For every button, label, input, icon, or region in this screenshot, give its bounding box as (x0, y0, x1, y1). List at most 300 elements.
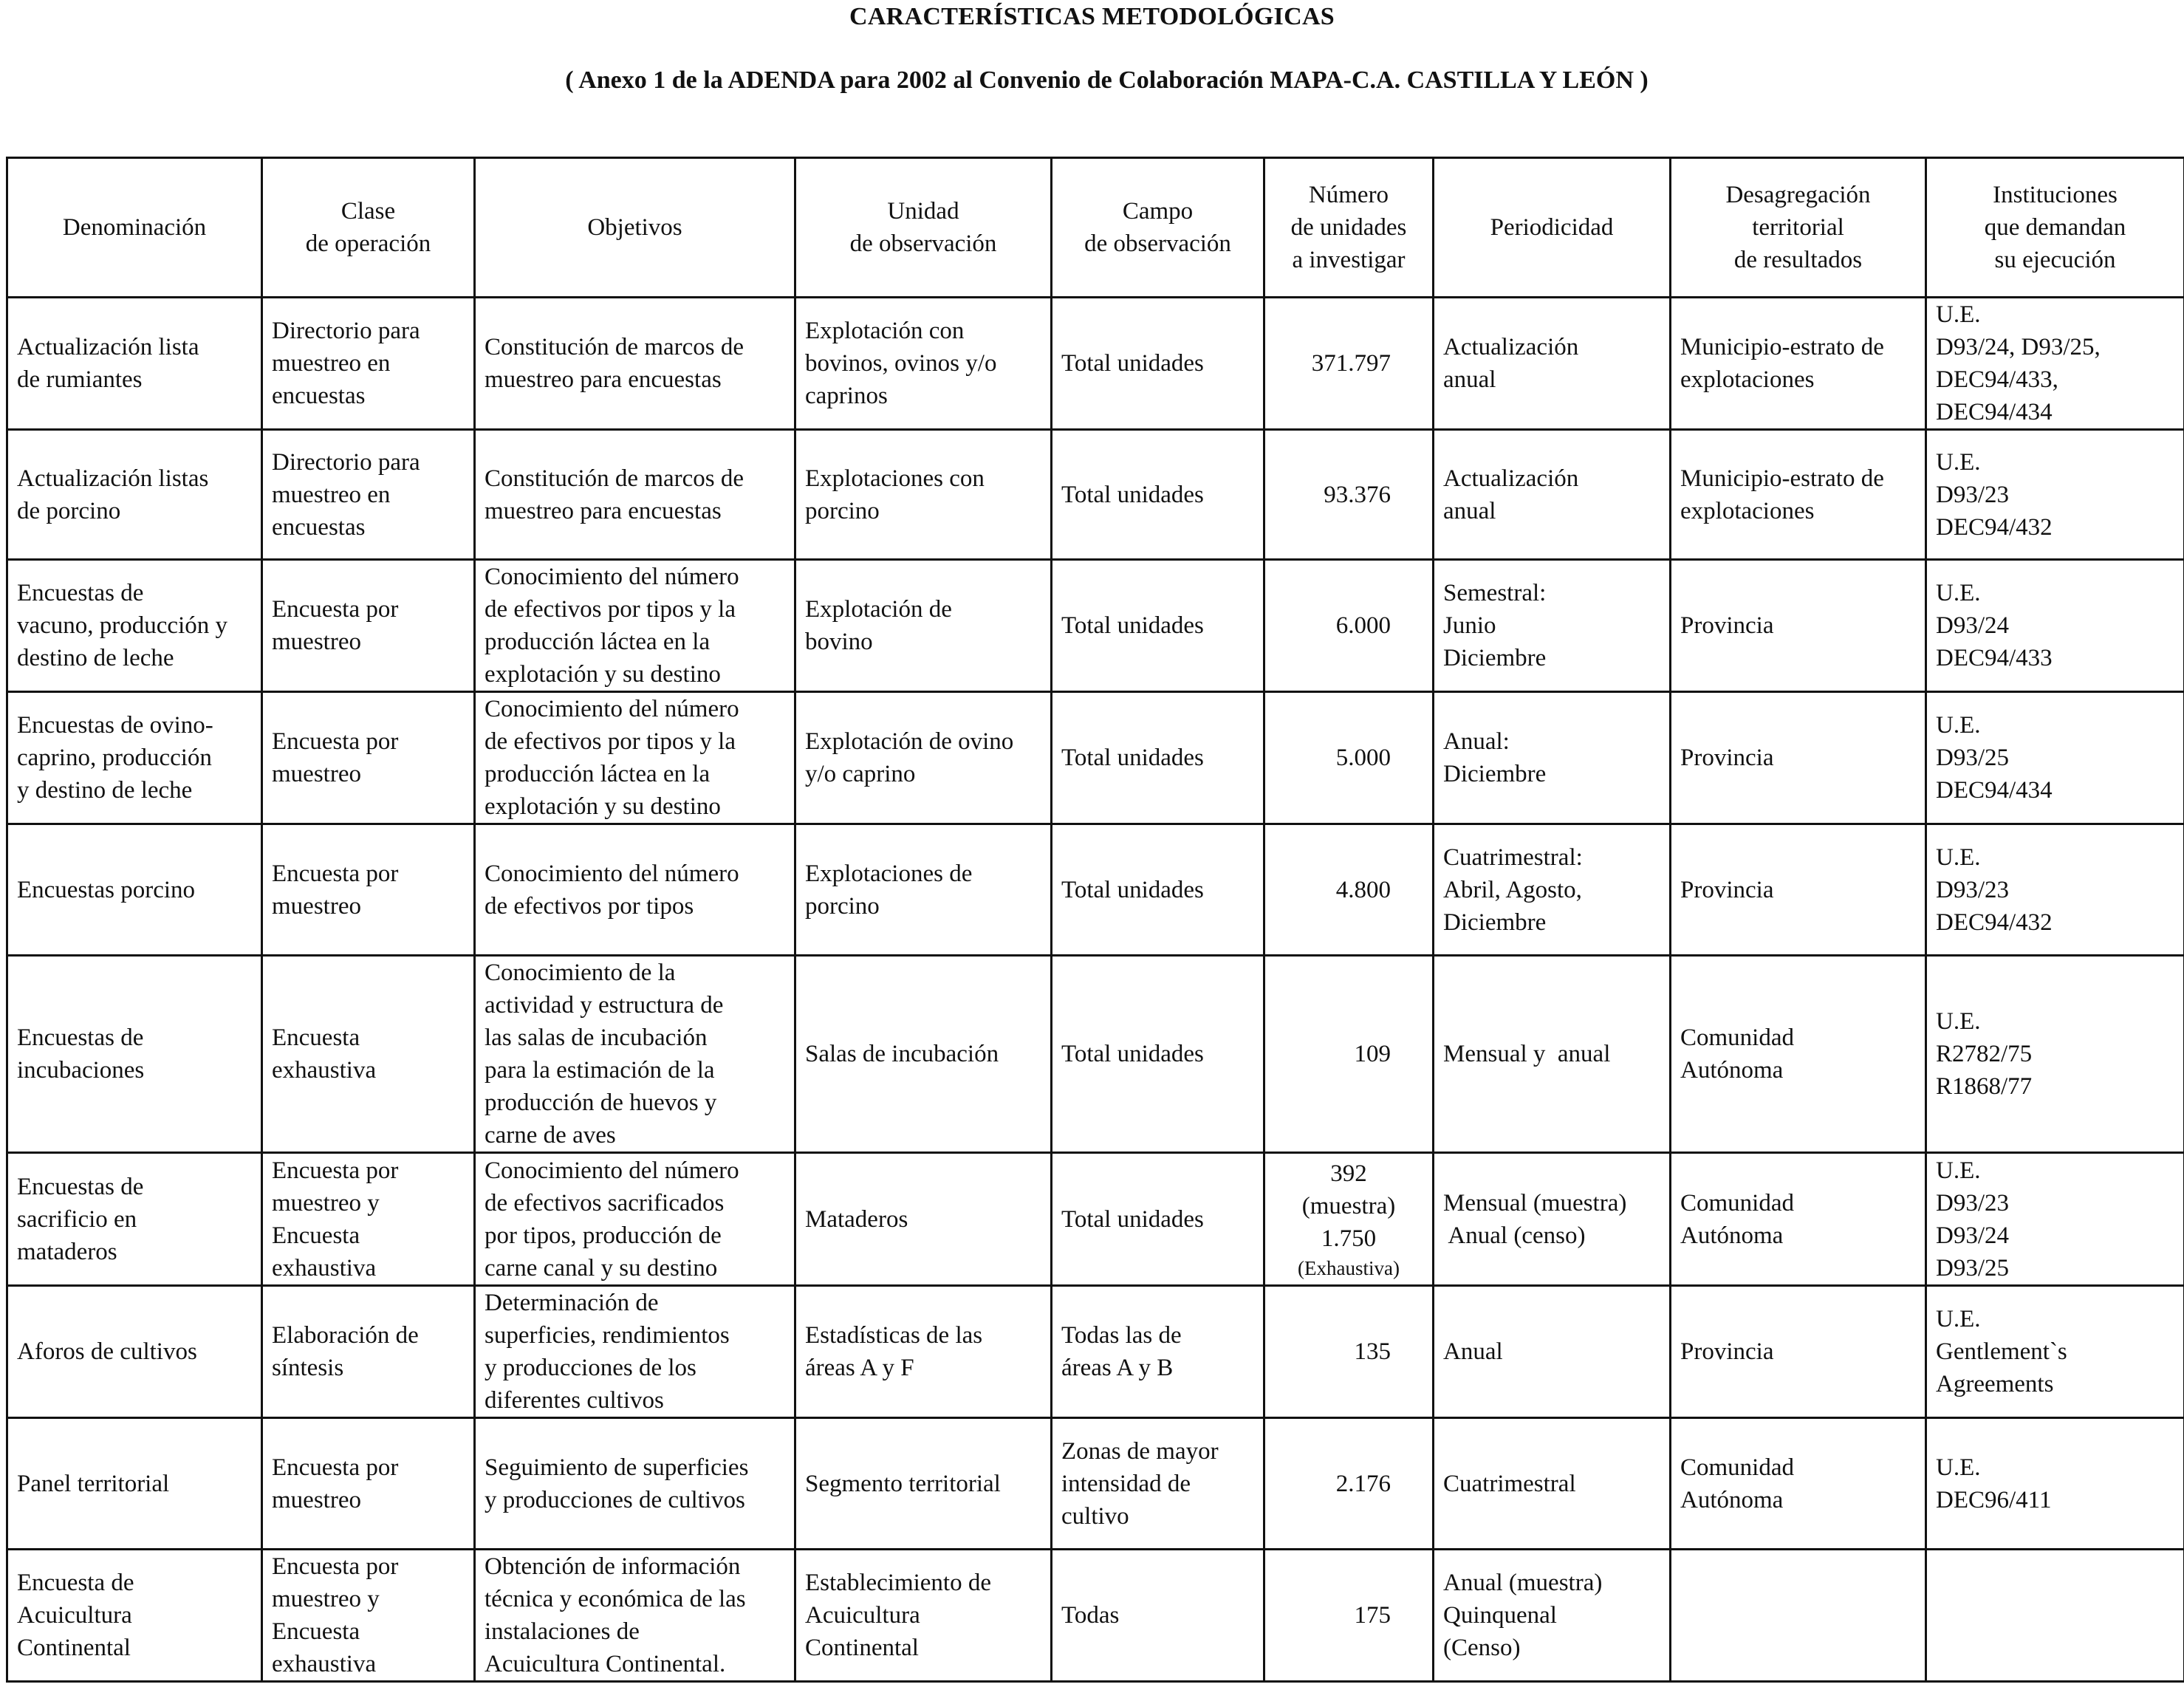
cell-line: Determinación de (485, 1290, 659, 1316)
cell-line: Conocimiento de la (485, 959, 676, 986)
cell-line: Establecimiento de (805, 1570, 991, 1596)
cell-line: Total unidades (1061, 350, 1204, 377)
cell-unidad (795, 1550, 1052, 1682)
header-line: de unidades (1290, 214, 1407, 241)
cell-line: muestreo (272, 892, 361, 920)
cell-clase (262, 560, 475, 692)
header-line: Denominación (62, 214, 207, 241)
cell-desagregacion (1671, 956, 1926, 1153)
cell-numero (1264, 298, 1434, 430)
cell-line: muestreo y (272, 1189, 380, 1217)
cell-line: Quinquenal (1443, 1602, 1557, 1629)
cell-line: para la estimación de la (485, 1057, 715, 1084)
cell-line: Explotaciones de (805, 860, 973, 887)
cell-campo (1052, 692, 1264, 824)
cell-line: las salas de incubación (485, 1024, 708, 1051)
cell-line: Anual (1443, 1338, 1503, 1365)
cell-line: Encuestas de (17, 1173, 144, 1200)
cell-line: actividad y estructura de (485, 992, 724, 1019)
cell-line: Semestral: (1443, 580, 1547, 606)
cell-line: intensidad de (1061, 1470, 1191, 1497)
cell-line: D93/24 (1936, 1222, 2009, 1249)
cell-line: (muestra) (1301, 1192, 1396, 1219)
cell-line: Explotación con (805, 318, 965, 344)
table-row (7, 1153, 2184, 1286)
cell-line: Junio (1443, 612, 1496, 639)
header-numero (1264, 158, 1434, 298)
cell-line: Acuicultura (805, 1602, 920, 1629)
cell-line: DEC94/433, (1936, 366, 2058, 393)
cell-line: Aforos de cultivos (17, 1338, 197, 1365)
cell-line: Encuestas de (17, 580, 144, 606)
cell-line: Anual (censo) (1443, 1222, 1586, 1249)
cell-denominacion (7, 1286, 262, 1418)
cell-line: Continental (17, 1635, 131, 1661)
cell-line: producción láctea en la (485, 629, 711, 655)
cell-line: Explotaciones con (805, 465, 985, 492)
cell-line: Directorio para (272, 318, 420, 344)
cell-line: Total unidades (1061, 1041, 1204, 1067)
cell-line: de efectivos por tipos (485, 892, 694, 920)
table-row (7, 824, 2184, 956)
cell-line: Todas las de (1061, 1322, 1182, 1349)
cell-line: muestreo y (272, 1586, 380, 1612)
cell-line: Mensual (muestra) (1443, 1189, 1627, 1217)
cell-line: Cuatrimestral (1443, 1470, 1576, 1497)
table-body (7, 298, 2184, 1682)
cell-line: (Censo) (1443, 1635, 1521, 1661)
cell-line: Autónoma (1680, 1057, 1784, 1084)
cell-numero (1264, 1153, 1434, 1286)
header-line: Campo (1122, 198, 1194, 225)
cell-denominacion (7, 692, 262, 824)
cell-periodicidad (1434, 956, 1671, 1153)
cell-objetivos (475, 824, 795, 956)
cell-line: Provincia (1680, 612, 1774, 639)
cell-line: muestreo en (272, 481, 391, 508)
cell-line: Abril, Agosto, (1443, 876, 1582, 903)
cell-line: Actualización (1443, 334, 1579, 360)
cell-instituciones (1926, 692, 2184, 824)
cell-unidad (795, 824, 1052, 956)
cell-desagregacion (1671, 298, 1926, 430)
cell-line: D93/25 (1936, 1254, 2009, 1281)
cell-line: encuestas (272, 513, 366, 541)
cell-line: exhaustiva (272, 1651, 377, 1677)
cell-objetivos (475, 298, 795, 430)
cell-numero (1264, 560, 1434, 692)
cell-line: exhaustiva (272, 1057, 377, 1084)
cell-desagregacion (1671, 430, 1926, 560)
cell-unidad (795, 298, 1052, 430)
header-line: de observación (1084, 230, 1231, 257)
cell-line: Cuatrimestral: (1443, 844, 1583, 871)
cell-objetivos (475, 1153, 795, 1286)
cell-line: muestreo (272, 761, 361, 787)
cell-campo (1052, 298, 1264, 430)
cell-denominacion (7, 298, 262, 430)
cell-line: DEC94/432 (1936, 513, 2053, 541)
cell-line: de porcino (17, 497, 121, 524)
cell-line: por tipos, producción de (485, 1222, 722, 1249)
cell-line: Conocimiento del número (485, 564, 739, 590)
cell-line: destino de leche (17, 645, 174, 671)
cell-denominacion (7, 560, 262, 692)
cell-line: D93/23 (1936, 876, 2009, 903)
cell-line: bovino (805, 629, 873, 655)
cell-line: Encuesta de (17, 1570, 134, 1596)
table-row (7, 692, 2184, 824)
cell-periodicidad (1434, 1286, 1671, 1418)
cell-line: Encuesta (272, 1618, 360, 1645)
cell-line: Encuestas de (17, 1024, 144, 1051)
cell-line: instalaciones de (485, 1618, 640, 1645)
cell-denominacion (7, 956, 262, 1153)
cell-line: y producciones de cultivos (485, 1486, 745, 1513)
cell-objetivos (475, 1418, 795, 1550)
header-line: Clase (340, 198, 396, 225)
cell-line: DEC94/432 (1936, 908, 2053, 936)
cell-line: anual (1443, 366, 1496, 393)
cell-line: 175 (1354, 1602, 1391, 1629)
cell-campo (1052, 1286, 1264, 1418)
cell-unidad (795, 692, 1052, 824)
cell-objetivos (475, 1286, 795, 1418)
cell-line: D93/24 (1936, 612, 2009, 639)
header-line: Unidad (887, 198, 959, 225)
cell-line: Zonas de mayor (1061, 1437, 1219, 1465)
cell-line: Directorio para (272, 448, 420, 476)
header-line: Desagregación (1725, 182, 1871, 208)
cell-line: de efectivos por tipos y la (485, 728, 736, 755)
cell-line: U.E. (1936, 301, 1981, 328)
cell-line: y/o caprino (805, 761, 916, 787)
cell-line: Diciembre (1443, 645, 1547, 671)
cell-instituciones (1926, 1550, 2184, 1682)
cell-numero (1264, 430, 1434, 560)
cell-denominacion (7, 430, 262, 560)
cell-line: caprino, producción (17, 745, 212, 771)
cell-line: Gentlement`s (1936, 1338, 2067, 1365)
cell-denominacion (7, 1153, 262, 1286)
cell-line: Encuesta por (272, 1553, 399, 1580)
cell-instituciones (1926, 1286, 2184, 1418)
cell-line: bovinos, ovinos y/o (805, 350, 997, 377)
cell-denominacion (7, 1550, 262, 1682)
cell-unidad (795, 430, 1052, 560)
cell-line: explotación y su destino (485, 793, 721, 820)
cell-line: cultivo (1061, 1502, 1129, 1530)
header-line: Objetivos (587, 214, 682, 241)
cell-line: D93/25 (1936, 745, 2009, 771)
cell-line: Acuicultura Continental. (485, 1651, 726, 1677)
cell-line: incubaciones (17, 1057, 145, 1084)
cell-line: Todas (1061, 1602, 1120, 1629)
cell-line: y producciones de los (485, 1355, 696, 1381)
cell-instituciones (1926, 1418, 2184, 1550)
cell-objetivos (475, 956, 795, 1153)
cell-line: Mensual y anual (1443, 1041, 1611, 1067)
cell-line: Total unidades (1061, 745, 1204, 771)
cell-line: Constitución de marcos de (485, 465, 744, 492)
cell-periodicidad (1434, 1550, 1671, 1682)
cell-clase (262, 1418, 475, 1550)
cell-line: carne de aves (485, 1122, 616, 1149)
cell-line: 1.750 (1321, 1225, 1377, 1252)
cell-line: áreas A y F (805, 1355, 914, 1381)
cell-line: Segmento territorial (805, 1470, 1001, 1497)
cell-line: Provincia (1680, 876, 1774, 903)
cell-line: Autónoma (1680, 1486, 1784, 1513)
cell-line: Encuesta por (272, 1454, 399, 1481)
cell-instituciones (1926, 824, 2184, 956)
header-line: de resultados (1733, 247, 1863, 273)
cell-line: Conocimiento del número (485, 860, 739, 887)
table-row (7, 298, 2184, 430)
cell-denominacion (7, 824, 262, 956)
cell-line: Continental (805, 1635, 919, 1661)
cell-line: Conocimiento del número (485, 696, 739, 722)
header-line: a investigar (1292, 247, 1406, 273)
cell-line: U.E. (1936, 1454, 1981, 1481)
header-line: de operación (305, 230, 431, 257)
cell-line: 4.800 (1335, 876, 1391, 903)
cell-line: Elaboración de (272, 1322, 419, 1349)
cell-line: áreas A y B (1061, 1355, 1174, 1381)
header-line: su ejecución (1994, 247, 2116, 273)
cell-clase (262, 824, 475, 956)
cell-line: 6.000 (1335, 612, 1391, 639)
cell-line: 93.376 (1324, 481, 1391, 508)
cell-line: Anual: (1443, 728, 1510, 755)
cell-line: Obtención de información (485, 1553, 741, 1580)
cell-line: explotaciones (1680, 497, 1815, 524)
header-campo (1052, 158, 1264, 298)
cell-line: Mataderos (805, 1205, 908, 1233)
cell-line: Autónoma (1680, 1222, 1784, 1249)
cell-line: Encuestas porcino (17, 876, 196, 903)
header-line: Instituciones (1993, 182, 2118, 208)
cell-line: muestreo (272, 629, 361, 655)
cell-line: diferentes cultivos (485, 1387, 664, 1414)
cell-unidad (795, 1418, 1052, 1550)
header-unidad (795, 158, 1052, 298)
cell-line: Conocimiento del número (485, 1157, 739, 1184)
cell-line: Municipio-estrato de (1680, 334, 1884, 360)
cell-line: porcino (805, 892, 880, 920)
cell-line: mataderos (17, 1238, 117, 1265)
table-row (7, 560, 2184, 692)
cell-clase (262, 692, 475, 824)
cell-line: porcino (805, 497, 880, 524)
header-objetivos (475, 158, 795, 298)
cell-line: Municipio-estrato de (1680, 465, 1884, 492)
cell-line: U.E. (1936, 1157, 1981, 1184)
cell-line: Total unidades (1061, 481, 1204, 508)
header-line: Número (1308, 182, 1389, 208)
cell-line: Actualización (1443, 465, 1579, 492)
cell-line: anual (1443, 497, 1496, 524)
cell-line: Seguimiento de superficies (485, 1454, 749, 1481)
cell-campo (1052, 1418, 1264, 1550)
cell-numero (1264, 1550, 1434, 1682)
cell-line: U.E. (1936, 448, 1981, 476)
cell-line: Provincia (1680, 1338, 1774, 1365)
cell-numero (1264, 956, 1434, 1153)
cell-instituciones (1926, 298, 2184, 430)
cell-line: Comunidad (1680, 1189, 1794, 1217)
cell-line: caprinos (805, 383, 888, 409)
cell-line: explotaciones (1680, 366, 1815, 393)
cell-line: Encuesta (272, 1024, 360, 1051)
cell-line: D93/24, D93/25, (1936, 334, 2101, 360)
cell-numero (1264, 1286, 1434, 1418)
cell-desagregacion (1671, 1153, 1926, 1286)
cell-line: de efectivos sacrificados (485, 1189, 725, 1217)
cell-campo (1052, 1550, 1264, 1682)
cell-instituciones (1926, 430, 2184, 560)
header-line: Periodicidad (1490, 214, 1614, 241)
cell-line: de efectivos por tipos y la (485, 596, 736, 623)
cell-line: DEC94/434 (1936, 777, 2053, 804)
cell-line: vacuno, producción y (17, 612, 227, 639)
cell-line: técnica y económica de las (485, 1586, 746, 1612)
cell-line: Actualización lista (17, 334, 199, 360)
table-row (7, 1550, 2184, 1682)
cell-line: Comunidad (1680, 1024, 1794, 1051)
cell-campo (1052, 430, 1264, 560)
cell-periodicidad (1434, 560, 1671, 692)
cell-line: Anual (muestra) (1443, 1570, 1603, 1596)
cell-line: Salas de incubación (805, 1041, 999, 1067)
cell-instituciones (1926, 560, 2184, 692)
cell-campo (1052, 560, 1264, 692)
cell-periodicidad (1434, 430, 1671, 560)
cell-periodicidad (1434, 692, 1671, 824)
cell-line: muestreo para encuestas (485, 366, 722, 393)
cell-line: 2.176 (1335, 1470, 1391, 1497)
cell-line: U.E. (1936, 1306, 1981, 1332)
cell-line: carne canal y su destino (485, 1254, 718, 1281)
cell-line: Total unidades (1061, 612, 1204, 639)
cell-line: Estadísticas de las (805, 1322, 983, 1349)
cell-line: Diciembre (1443, 908, 1547, 936)
cell-desagregacion (1671, 560, 1926, 692)
cell-instituciones (1926, 956, 2184, 1153)
cell-line: Encuesta por (272, 596, 399, 623)
cell-line: de rumiantes (17, 366, 143, 393)
page-title: CARACTERÍSTICAS METODOLÓGICAS (849, 3, 1335, 30)
cell-line: muestreo para encuestas (485, 497, 722, 524)
cell-line: 5.000 (1335, 745, 1391, 771)
cell-line: R1868/77 (1936, 1073, 2033, 1100)
cell-line: Panel territorial (17, 1470, 170, 1497)
cell-unidad (795, 956, 1052, 1153)
header-line: de observación (849, 230, 997, 257)
cell-line: Explotación de ovino (805, 728, 1014, 755)
cell-line: 135 (1354, 1338, 1391, 1365)
header-line: territorial (1752, 214, 1844, 241)
cell-line: Diciembre (1443, 761, 1547, 787)
cell-unidad (795, 1153, 1052, 1286)
cell-periodicidad (1434, 1418, 1671, 1550)
table-row (7, 1418, 2184, 1550)
cell-line: superficies, rendimientos (485, 1322, 730, 1349)
cell-line: muestreo en (272, 350, 391, 377)
cell-line: Acuicultura (17, 1602, 132, 1629)
cell-line: Agreements (1936, 1371, 2054, 1397)
cell-line: Total unidades (1061, 876, 1204, 903)
cell-clase (262, 430, 475, 560)
methodology-table (6, 157, 2184, 1683)
cell-numero (1264, 1418, 1434, 1550)
cell-desagregacion (1671, 1286, 1926, 1418)
cell-line: Encuesta (272, 1222, 360, 1249)
cell-line: 392 (1330, 1160, 1367, 1187)
cell-line: síntesis (272, 1355, 344, 1381)
cell-line: U.E. (1936, 844, 1981, 871)
table-row (7, 956, 2184, 1153)
cell-line: DEC94/434 (1936, 399, 2053, 425)
cell-desagregacion (1671, 1418, 1926, 1550)
cell-objetivos (475, 430, 795, 560)
cell-line: U.E. (1936, 712, 1981, 739)
cell-instituciones (1926, 1153, 2184, 1286)
cell-line: D93/23 (1936, 481, 2009, 508)
cell-line: sacrificio en (17, 1205, 137, 1233)
cell-line: D93/23 (1936, 1189, 2009, 1217)
cell-line: R2782/75 (1936, 1041, 2033, 1067)
cell-line: DEC96/411 (1936, 1486, 2052, 1513)
header-clase (262, 158, 475, 298)
cell-desagregacion (1671, 824, 1926, 956)
cell-line: U.E. (1936, 1008, 1981, 1035)
cell-line: Total unidades (1061, 1205, 1204, 1233)
cell-line: Explotación de (805, 596, 952, 623)
cell-line: Encuestas de ovino- (17, 712, 213, 739)
cell-campo (1052, 824, 1264, 956)
cell-line: Actualización listas (17, 465, 209, 492)
cell-clase (262, 1153, 475, 1286)
cell-campo (1052, 1153, 1264, 1286)
header-instituciones (1926, 158, 2184, 298)
cell-clase (262, 298, 475, 430)
cell-campo (1052, 956, 1264, 1153)
cell-line: producción de huevos y (485, 1089, 717, 1116)
table-row (7, 430, 2184, 560)
table-header-row (7, 158, 2184, 298)
cell-denominacion (7, 1418, 262, 1550)
cell-line: explotación y su destino (485, 661, 721, 688)
cell-line: 371.797 (1311, 350, 1391, 377)
cell-line: DEC94/433 (1936, 645, 2053, 671)
cell-line: encuestas (272, 383, 366, 409)
cell-desagregacion (1671, 1550, 1926, 1682)
cell-line: Provincia (1680, 745, 1774, 771)
cell-line: Encuesta por (272, 860, 399, 887)
cell-line: U.E. (1936, 580, 1981, 606)
cell-unidad (795, 1286, 1052, 1418)
cell-line: Comunidad (1680, 1454, 1794, 1481)
cell-line: exhaustiva (272, 1254, 377, 1281)
cell-objetivos (475, 1550, 795, 1682)
cell-desagregacion (1671, 692, 1926, 824)
cell-line-small: (Exhaustiva) (1298, 1256, 1400, 1279)
cell-objetivos (475, 692, 795, 824)
cell-periodicidad (1434, 1153, 1671, 1286)
header-desagregacion (1671, 158, 1926, 298)
cell-line: Encuesta por (272, 728, 399, 755)
